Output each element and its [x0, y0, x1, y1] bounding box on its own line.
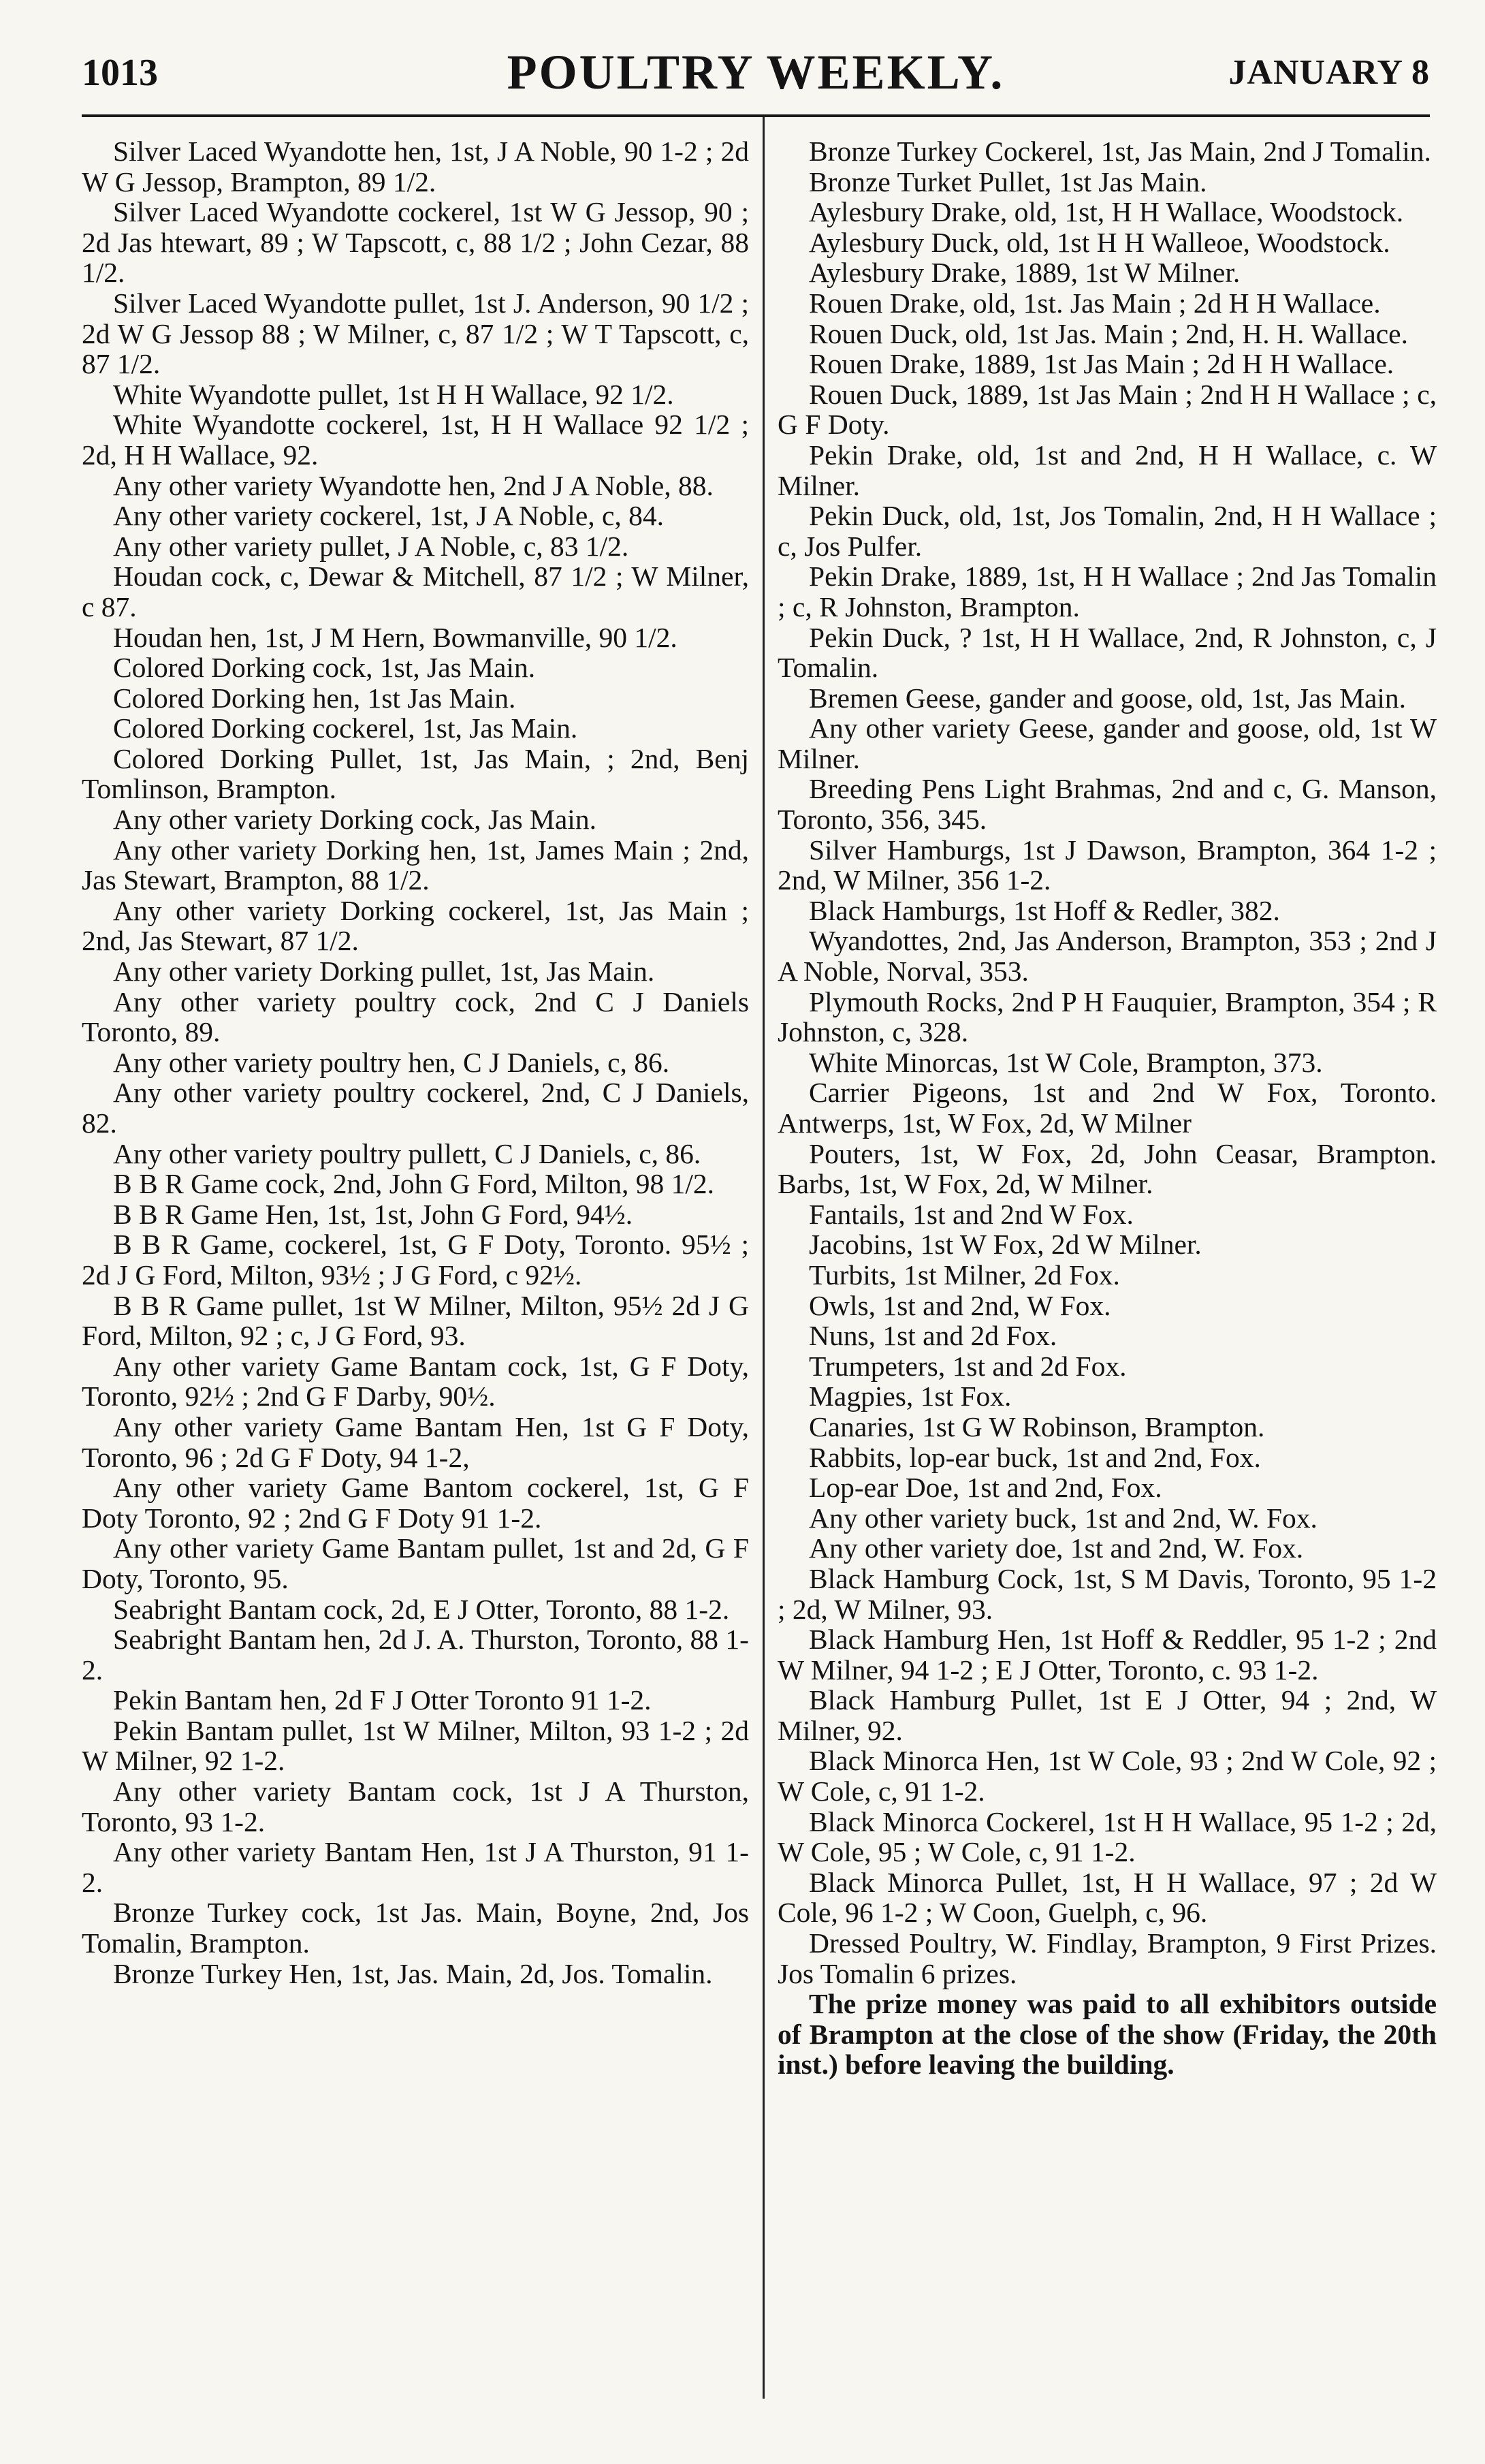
prize-entry: Pekin Duck, old, 1st, Jos Tomalin, 2nd, H H Wallace ; c, Jos Pulfer. — [778, 500, 1437, 562]
prize-entry: Owls, 1st and 2nd, W Fox. — [809, 1289, 1111, 1321]
prize-entry: Any other variety Game Bantam pullet, 1st and 2d, G F Doty, Toronto, 95. — [82, 1532, 749, 1594]
prize-entry: Houdan cock, c, Dewar & Mitchell, 87 1/2 ; W Milner, c 87. — [82, 560, 749, 622]
prize-entry: Rouen Drake, 1889, 1st Jas Main ; 2d H H Wallace. — [809, 348, 1394, 380]
prize-entry: Rouen Duck, 1889, 1st Jas Main ; 2nd H H Wallace ; c, G F Doty. — [778, 378, 1437, 441]
prize-entry: Pekin Drake, 1889, 1st, H H Wallace ; 2nd Jas Tomalin ; c, R Johnston, Brampton. — [778, 560, 1437, 622]
prize-entry: Any other variety poultry cock, 2nd C J Daniels Toronto, 89. — [82, 985, 749, 1048]
prize-entry: Canaries, 1st G W Robinson, Brampton. — [809, 1410, 1265, 1442]
prize-entry: Any other variety Game Bantam Hen, 1st G F Doty, Toronto, 96 ; 2d G F Doty, 94 1-2, — [82, 1410, 749, 1473]
prize-entry: Silver Hamburgs, 1st J Dawson, Brampton, 364 1-2 ; 2nd, W Milner, 356 1-2. — [778, 834, 1437, 896]
page-header — [82, 37, 1430, 112]
prize-entry: Wyandottes, 2nd, Jas Anderson, Brampton, 353 ; 2nd J A Noble, Norval, 353. — [778, 925, 1437, 988]
prize-entry: White Minorcas, 1st W Cole, Brampton, 373. — [809, 1046, 1323, 1078]
prize-entry: Rouen Drake, old, 1st. Jas Main ; 2d H H Wallace. — [809, 287, 1381, 319]
prize-entry: Any other variety Game Bantom cockerel, 1st, G F Doty Toronto, 92 ; 2nd G F Doty 91 1-2. — [82, 1472, 749, 1534]
prize-entry: B B R Game cock, 2nd, John G Ford, Milton, 98 1/2. — [113, 1168, 715, 1200]
prize-entry: Bronze Turket Pullet, 1st Jas Main. — [809, 165, 1207, 198]
prize-entry: Rabbits, lop-ear buck, 1st and 2nd, Fox. — [809, 1441, 1261, 1473]
prize-entry: Colored Dorking Pullet, 1st, Jas Main, ; 2nd, Benj Tomlinson, Brampton. — [82, 742, 749, 805]
publication-title: POULTRY WEEKLY. — [507, 45, 1005, 99]
prize-entry: Black Minorca Cockerel, 1st H H Wallace, 95 1-2 ; 2d, W Cole, 95 ; W Cole, c, 91 1-2. — [778, 1805, 1437, 1868]
prize-entry: Colored Dorking hen, 1st Jas Main. — [113, 682, 516, 714]
prize-entry: Any other variety Dorking cock, Jas Main. — [113, 804, 596, 836]
prize-entry: Black Hamburg Pullet, 1st E J Otter, 94 ; 2nd, W Milner, 92. — [778, 1684, 1437, 1746]
prize-entry: Colored Dorking cock, 1st, Jas Main. — [113, 652, 536, 684]
prize-entry: Any other variety Game Bantam cock, 1st, G F Doty, Toronto, 92½ ; 2nd G F Darby, 90½. — [82, 1350, 749, 1412]
prize-entry: Any other variety poultry hen, C J Daniels, c, 86. — [113, 1046, 670, 1078]
prize-entry: Black Hamburgs, 1st Hoff & Redler, 382. — [809, 894, 1280, 926]
prize-entry: Any other variety poultry cockerel, 2nd, C J Daniels, 82. — [82, 1077, 749, 1139]
prize-entry: Pekin Bantam pullet, 1st W Milner, Milton, 93 1-2 ; 2d W Milner, 92 1-2. — [82, 1714, 749, 1777]
prize-entry: Any other variety Dorking hen, 1st, James Main ; 2nd, Jas Stewart, Brampton, 88 1/2. — [82, 834, 749, 896]
prize-entry: White Wyandotte pullet, 1st H H Wallace, 92 1/2. — [113, 378, 674, 410]
prize-entry: Aylesbury Duck, old, 1st H H Walleoe, Woodstock. — [809, 226, 1390, 258]
prize-entry: Bronze Turkey Hen, 1st, Jas. Main, 2d, Jos. Tomalin. — [113, 1957, 713, 1989]
prize-entry: B B R Game, cockerel, 1st, G F Doty, Toronto. 95½ ; 2d J G Ford, Milton, 93½ ; J G Ford, c 92½. — [82, 1229, 749, 1291]
prize-entry: Any other variety Bantam Hen, 1st J A Thurston, 91 1-2. — [82, 1836, 749, 1898]
prize-entry: Any other variety buck, 1st and 2nd, W. Fox. — [809, 1502, 1318, 1534]
prize-entry: Silver Laced Wyandotte hen, 1st, J A Noble, 90 1-2 ; 2d W G Jessop, Brampton, 89 1/2. — [82, 136, 749, 198]
prize-entry: Aylesbury Drake, old, 1st, H H Wallace, Woodstock. — [809, 196, 1404, 228]
prize-entry: Breeding Pens Light Brahmas, 2nd and c, G. Manson, Toronto, 356, 345. — [778, 773, 1437, 836]
prize-entry: Magpies, 1st Fox. — [809, 1380, 1012, 1412]
prize-entry: Any other variety Dorking cockerel, 1st, Jas Main ; 2nd, Jas Stewart, 87 1/2. — [82, 894, 749, 957]
prize-entry: Black Minorca Hen, 1st W Cole, 93 ; 2nd W Cole, 92 ; W Cole, c, 91 1-2. — [778, 1745, 1437, 1807]
right-column — [778, 136, 1437, 2080]
prize-entry: Black Hamburg Cock, 1st, S M Davis, Toronto, 95 1-2 ; 2d, W Milner, 93. — [778, 1562, 1437, 1625]
column-divider — [763, 117, 765, 2399]
prize-entry: Carrier Pigeons, 1st and 2nd W Fox, Toronto. Antwerps, 1st, W Fox, 2d, W Milner — [778, 1077, 1437, 1139]
prize-entry: White Wyandotte cockerel, 1st, H H Wallace 92 1/2 ; 2d, H H Wallace, 92. — [82, 409, 749, 471]
prize-entry: Seabright Bantam cock, 2d, E J Otter, Toronto, 88 1-2. — [113, 1593, 730, 1625]
prize-entry: Houdan hen, 1st, J M Hern, Bowmanville, 90 1/2. — [113, 621, 677, 653]
header-rule — [82, 114, 1430, 117]
prize-entry: Any other variety cockerel, 1st, J A Noble, c, 84. — [113, 500, 665, 532]
page-number: 1013 — [82, 52, 158, 94]
prize-entry: Pekin Bantam hen, 2d F J Otter Toronto 91 1-2. — [113, 1684, 652, 1716]
prize-entry: Any other variety Dorking pullet, 1st, Jas Main. — [113, 955, 655, 988]
prize-entry: The prize money was paid to all exhibitors outside of Brampton at the close of the show (Friday, the 20th inst.) before leaving the building. — [778, 1988, 1437, 2081]
prize-entry: Lop-ear Doe, 1st and 2nd, Fox. — [809, 1472, 1162, 1504]
prize-entry: Black Minorca Pullet, 1st, H H Wallace, 97 ; 2d W Cole, 96 1-2 ; W Coon, Guelph, c, 96. — [778, 1866, 1437, 1929]
prize-entry: Pekin Duck, ? 1st, H H Wallace, 2nd, R Johnston, c, J Tomalin. — [778, 621, 1437, 684]
prize-entry: Nuns, 1st and 2d Fox. — [809, 1320, 1057, 1352]
prize-entry: Fantails, 1st and 2nd W Fox. — [809, 1198, 1134, 1230]
prize-entry: B B R Game Hen, 1st, 1st, John G Ford, 94½. — [113, 1198, 633, 1230]
prize-entry: Any other variety doe, 1st and 2nd, W. Fox. — [809, 1532, 1304, 1564]
prize-entry: Plymouth Rocks, 2nd P H Fauquier, Brampton, 354 ; R Johnston, c, 328. — [778, 985, 1437, 1048]
prize-entry: Bronze Turkey cock, 1st Jas. Main, Boyne, 2nd, Jos Tomalin, Brampton. — [82, 1897, 749, 1959]
prize-entry: Any other variety poultry pullett, C J Daniels, c, 86. — [113, 1137, 701, 1169]
left-column — [82, 136, 749, 1989]
prize-entry: Any other variety Bantam cock, 1st J A Thurston, Toronto, 93 1-2. — [82, 1775, 749, 1837]
prize-entry: Jacobins, 1st W Fox, 2d W Milner. — [809, 1229, 1202, 1261]
prize-entry: Pouters, 1st, W Fox, 2d, John Ceasar, Brampton. Barbs, 1st, W Fox, 2d, W Milner. — [778, 1137, 1437, 1200]
prize-entry: Bronze Turkey Cockerel, 1st, Jas Main, 2nd J Tomalin. — [809, 136, 1431, 167]
prize-entry: Any other variety pullet, J A Noble, c, 83 1/2. — [113, 530, 629, 562]
prize-entry: Black Hamburg Hen, 1st Hoff & Reddler, 95 1-2 ; 2nd W Milner, 94 1-2 ; E J Otter, Toronto, c. 93 1-2. — [778, 1624, 1437, 1686]
prize-entry: Seabright Bantam hen, 2d J. A. Thurston, Toronto, 88 1-2. — [82, 1624, 749, 1686]
prize-entry: B B R Game pullet, 1st W Milner, Milton, 95½ 2d J G Ford, Milton, 92 ; c, J G Ford, 93. — [82, 1289, 749, 1352]
prize-entry: Dressed Poultry, W. Findlay, Brampton, 9 First Prizes. Jos Tomalin 6 prizes. — [778, 1927, 1437, 1989]
prize-entry: Pekin Drake, old, 1st and 2nd, H H Wallace, c. W Milner. — [778, 439, 1437, 501]
prize-entry: Silver Laced Wyandotte pullet, 1st J. Anderson, 90 1/2 ; 2d W G Jessop 88 ; W Milner, c, 87 1/2 ; W T Tapscott, c, 87 1/2. — [82, 287, 749, 380]
issue-date: JANUARY 8 — [1228, 53, 1430, 92]
prize-entry: Colored Dorking cockerel, 1st, Jas Main. — [113, 712, 578, 744]
prize-entry: Bremen Geese, gander and goose, old, 1st, Jas Main. — [809, 682, 1407, 714]
prize-entry: Aylesbury Drake, 1889, 1st W Milner. — [809, 257, 1241, 289]
prize-entry: Turbits, 1st Milner, 2d Fox. — [809, 1259, 1120, 1291]
prize-entry: Silver Laced Wyandotte cockerel, 1st W G Jessop, 90 ; 2d Jas htewart, 89 ; W Tapscott, c, 88 1/2 ; John Cezar, 88 1/2. — [82, 196, 749, 289]
prize-entry: Trumpeters, 1st and 2d Fox. — [809, 1350, 1127, 1382]
prize-entry: Any other variety Geese, gander and goose, old, 1st W Milner. — [778, 712, 1437, 774]
prize-entry: Any other variety Wyandotte hen, 2nd J A Noble, 88. — [113, 469, 714, 501]
prize-entry: Rouen Duck, old, 1st Jas. Main ; 2nd, H. H. Wallace. — [809, 317, 1408, 349]
